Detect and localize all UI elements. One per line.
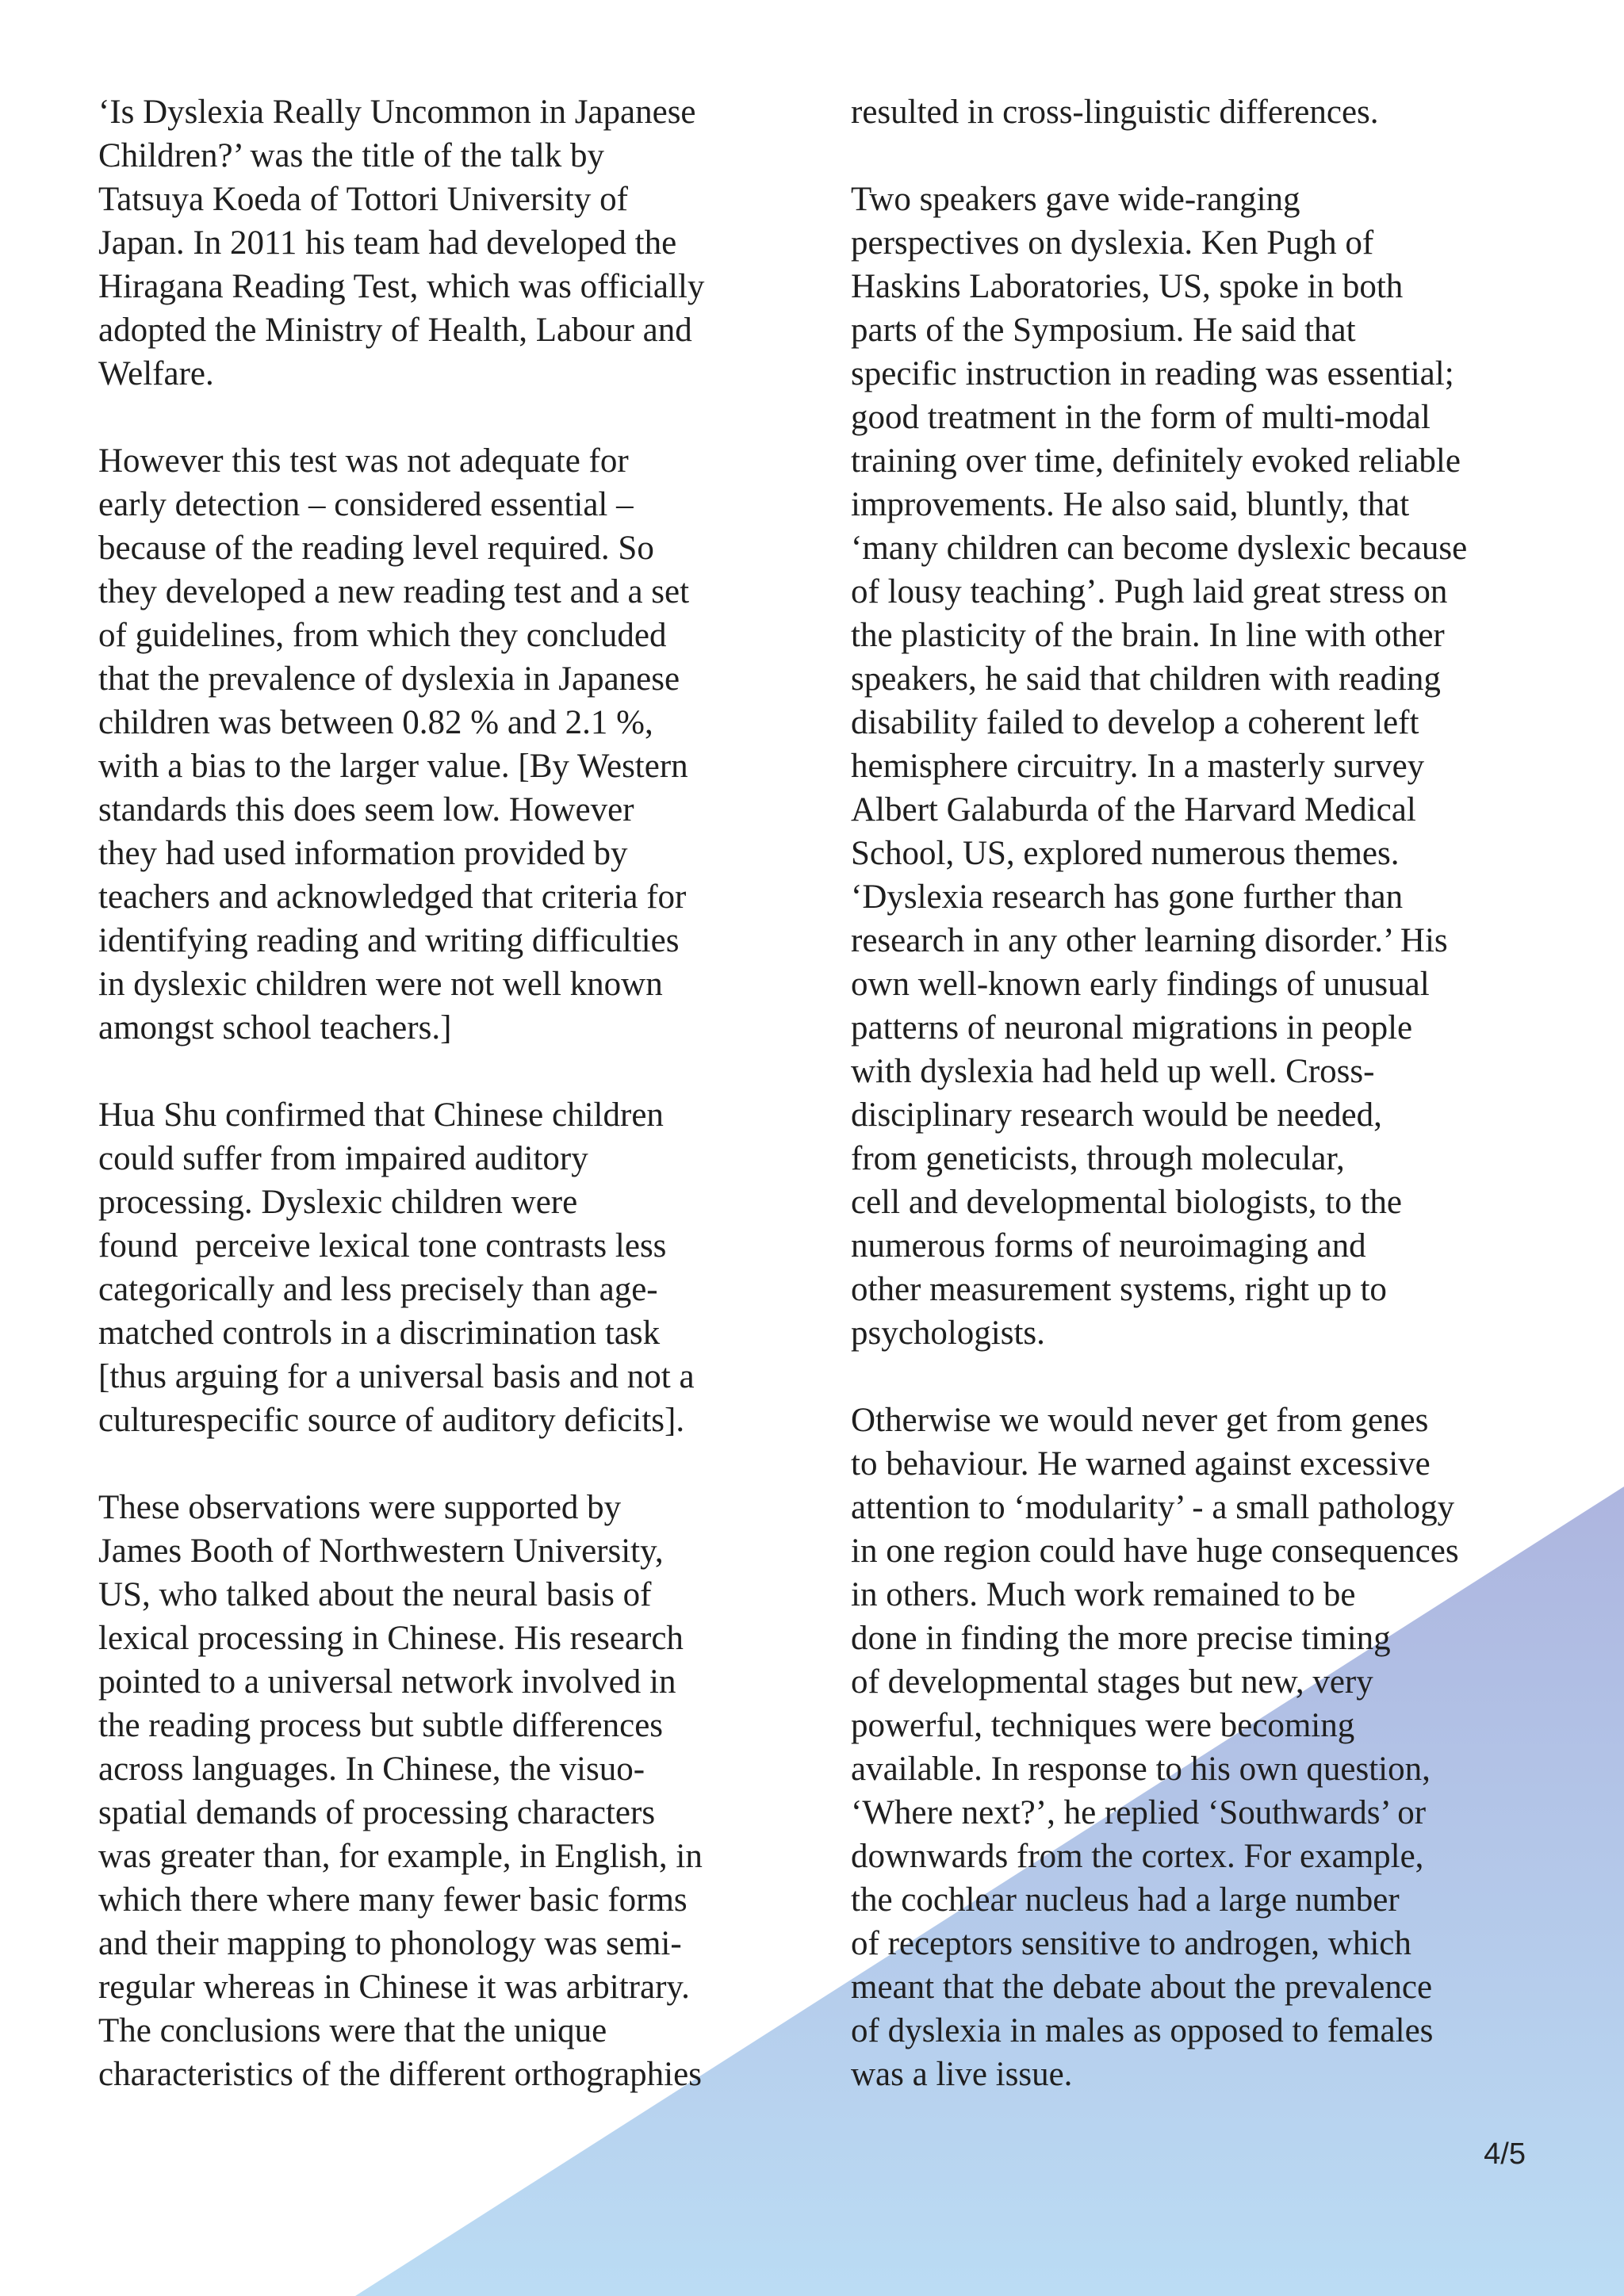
text-line: and their mapping to phonology was semi- [98, 1925, 682, 1962]
text-line: improvements. He also said, bluntly, that [851, 486, 1410, 523]
text-line: numerous forms of neuroimaging and [851, 1227, 1366, 1265]
text-line: Haskins Laboratories, US, spoke in both [851, 268, 1404, 305]
text-line: could suffer from impaired auditory [98, 1140, 588, 1177]
text-line: available. In response to his own question, [851, 1751, 1431, 1788]
text-line: Japan. In 2011 his team had developed the [98, 224, 677, 262]
text-line: they had used information provided by [98, 835, 628, 872]
text-line: in one region could have huge consequences [851, 1533, 1459, 1570]
paragraph-gap [98, 396, 796, 439]
text-line: they developed a new reading test and a set [98, 573, 690, 610]
text-line: own well-known early findings of unusual [851, 966, 1430, 1003]
text-line: was greater than, for example, in English, in [98, 1838, 703, 1875]
text-line: of guidelines, from which they concluded [98, 617, 667, 654]
text-line: characteristics of the different orthographies [98, 2056, 702, 2093]
text-line: which there where many fewer basic forms [98, 1881, 688, 1919]
text-line: James Booth of Northwestern University, [98, 1533, 664, 1570]
text-line: culturespecific source of auditory deficits]. [98, 1402, 685, 1439]
text-line: of developmental stages but new, very [851, 1663, 1373, 1701]
right-text-column [851, 90, 1549, 2096]
text-line: powerful, techniques were becoming [851, 1707, 1355, 1744]
text-line: Welfare. [98, 355, 214, 392]
text-line: regular whereas in Chinese it was arbitrary. [98, 1969, 690, 2006]
text-line: from geneticists, through molecular, [851, 1140, 1345, 1177]
text-line: identifying reading and writing difficulties [98, 922, 680, 959]
paragraph [851, 178, 1549, 1355]
text-line: research in any other learning disorder.’ His [851, 922, 1448, 959]
text-line: was a live issue. [851, 2056, 1073, 2093]
text-line: in dyslexic children were not well known [98, 966, 663, 1003]
paragraph-gap [98, 1442, 796, 1486]
text-line: Two speakers gave wide-ranging [851, 181, 1300, 218]
text-line: because of the reading level required. So [98, 530, 654, 567]
text-line: spatial demands of processing characters [98, 1794, 656, 1831]
text-line: amongst school teachers.] [98, 1009, 452, 1047]
text-line: Tatsuya Koeda of Tottori University of [98, 181, 628, 218]
paragraph-gap [851, 1355, 1549, 1399]
text-line: categorically and less precisely than age- [98, 1271, 658, 1308]
text-line: found perceive lexical tone contrasts less [98, 1227, 667, 1265]
text-line: the reading process but subtle differences [98, 1707, 664, 1744]
text-line: These observations were supported by [98, 1489, 622, 1526]
text-line: standards this does seem low. However [98, 791, 634, 828]
text-line: parts of the Symposium. He said that [851, 312, 1356, 349]
text-line: Otherwise we would never get from genes [851, 1402, 1429, 1439]
text-line: early detection – considered essential – [98, 486, 634, 523]
text-line: of receptors sensitive to androgen, which [851, 1925, 1411, 1962]
text-line: specific instruction in reading was essential; [851, 355, 1454, 392]
text-line: other measurement systems, right up to [851, 1271, 1387, 1308]
text-line: meant that the debate about the prevalence [851, 1969, 1433, 2006]
paragraph-gap [98, 1050, 796, 1093]
text-line: processing. Dyslexic children were [98, 1184, 578, 1221]
paragraph [98, 90, 796, 396]
text-line: to behaviour. He warned against excessive [851, 1445, 1431, 1483]
text-line: ‘Is Dyslexia Really Uncommon in Japanese [98, 94, 696, 131]
text-line: patterns of neuronal migrations in people [851, 1009, 1413, 1047]
text-line: Albert Galaburda of the Harvard Medical [851, 791, 1416, 828]
text-line: adopted the Ministry of Health, Labour and [98, 312, 692, 349]
page-number: 4/5 [1484, 2137, 1526, 2171]
text-line: with a bias to the larger value. [By Western [98, 748, 688, 785]
text-line: disability failed to develop a coherent left [851, 704, 1419, 741]
text-line: children was between 0.82 % and 2.1 %, [98, 704, 653, 741]
text-line: psychologists. [851, 1314, 1045, 1352]
text-line: lexical processing in Chinese. His research [98, 1620, 684, 1657]
text-line: US, who talked about the neural basis of [98, 1576, 652, 1613]
text-line: Children?’ was the title of the talk by [98, 137, 605, 174]
text-line: ‘Where next?’, he replied ‘Southwards’ or [851, 1794, 1427, 1831]
left-text-column [98, 90, 796, 2096]
paragraph [851, 90, 1549, 134]
text-line: ‘many children can become dyslexic because [851, 530, 1468, 567]
text-line: the cochlear nucleus had a large number [851, 1881, 1400, 1919]
text-line: The conclusions were that the unique [98, 2012, 607, 2049]
text-line: across languages. In Chinese, the visuo- [98, 1751, 645, 1788]
text-line: ‘Dyslexia research has gone further than [851, 878, 1404, 916]
text-line: training over time, definitely evoked reliable [851, 442, 1461, 480]
text-line: matched controls in a discrimination task [98, 1314, 661, 1352]
text-line: disciplinary research would be needed, [851, 1096, 1382, 1134]
text-line: attention to ‘modularity’ - a small pathology [851, 1489, 1455, 1526]
paragraph [98, 1486, 796, 2096]
text-line: Hiragana Reading Test, which was officially [98, 268, 705, 305]
text-line: [thus arguing for a universal basis and not a [98, 1358, 695, 1395]
text-line: However this test was not adequate for [98, 442, 629, 480]
text-line: the plasticity of the brain. In line with other [851, 617, 1445, 654]
text-line: hemisphere circuitry. In a masterly survey [851, 748, 1425, 785]
text-line: downwards from the cortex. For example, [851, 1838, 1424, 1875]
text-line: pointed to a universal network involved in [98, 1663, 676, 1701]
text-line: of dyslexia in males as opposed to females [851, 2012, 1434, 2049]
paragraph [851, 1399, 1549, 2096]
paragraph-gap [851, 134, 1549, 178]
text-line: with dyslexia had held up well. Cross- [851, 1053, 1375, 1090]
text-line: School, US, explored numerous themes. [851, 835, 1400, 872]
text-line: done in finding the more precise timing [851, 1620, 1391, 1657]
paragraph [98, 439, 796, 1050]
paragraph [98, 1093, 796, 1442]
text-line: resulted in cross-linguistic differences. [851, 94, 1379, 131]
text-line: perspectives on dyslexia. Ken Pugh of [851, 224, 1374, 262]
text-line: that the prevalence of dyslexia in Japanese [98, 660, 680, 698]
text-line: cell and developmental biologists, to the [851, 1184, 1403, 1221]
text-line: Hua Shu confirmed that Chinese children [98, 1096, 664, 1134]
text-line: speakers, he said that children with reading [851, 660, 1441, 698]
text-line: in others. Much work remained to be [851, 1576, 1356, 1613]
text-line: teachers and acknowledged that criteria for [98, 878, 687, 916]
text-line: good treatment in the form of multi-modal [851, 399, 1431, 436]
text-line: of lousy teaching’. Pugh laid great stress on [851, 573, 1448, 610]
